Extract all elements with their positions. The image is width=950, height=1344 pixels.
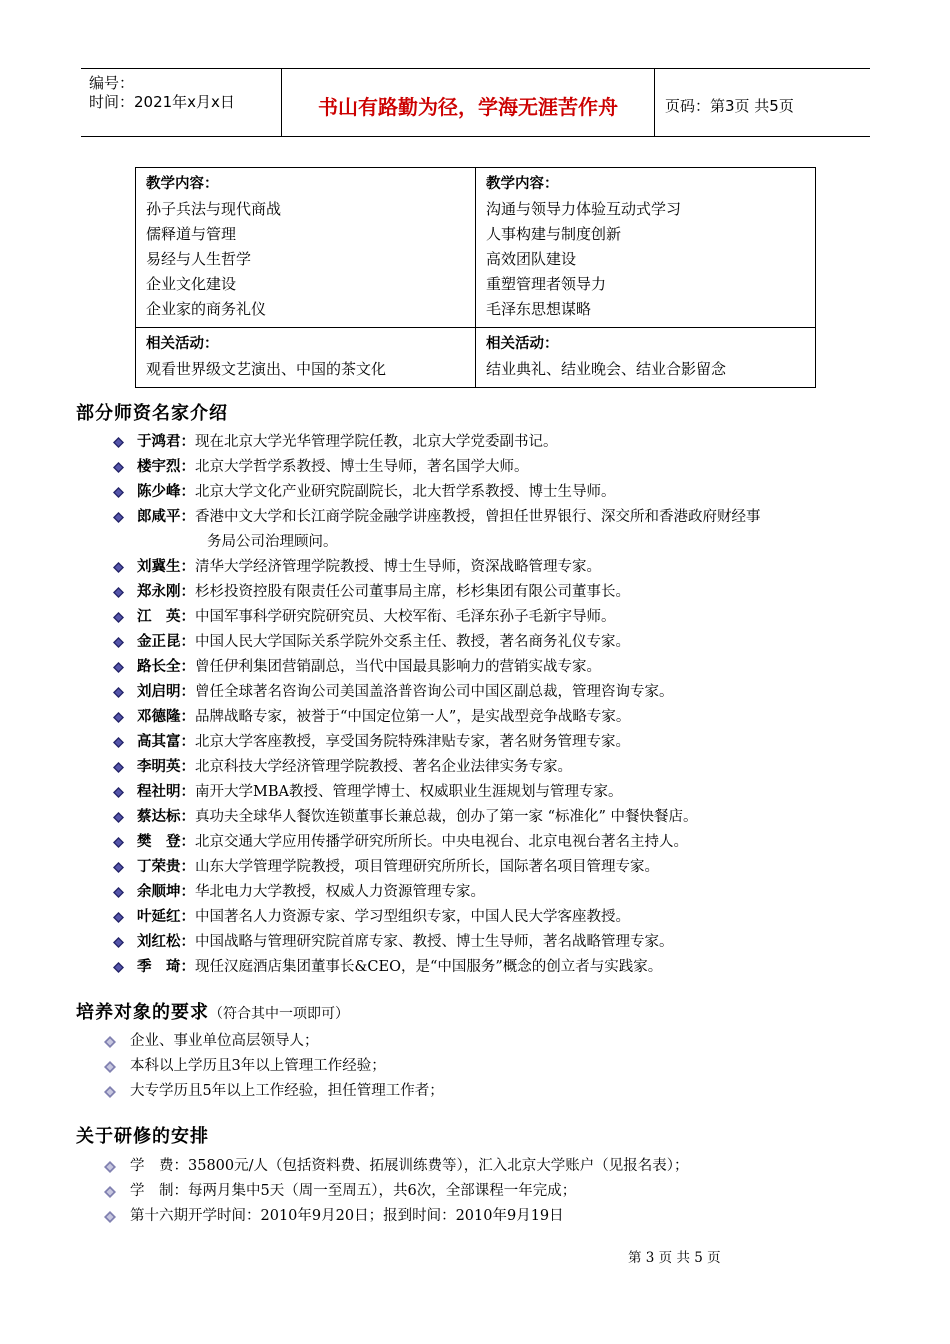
teacher-desc: 现在北京大学光华管理学院任教，北京大学党委副书记。 bbox=[195, 434, 558, 450]
teacher-item bbox=[113, 930, 883, 955]
arrangement-text: 第十六期开学时间：2010年9月20日；报到时间：2010年9月19日 bbox=[130, 1208, 564, 1224]
teacher-desc: 清华大学经济管理学院教授、博士生导师，资深战略管理专家。 bbox=[195, 559, 601, 575]
diamond-bullet-icon bbox=[113, 687, 124, 698]
header-meta bbox=[81, 69, 282, 136]
teacher-name: 楼宇烈： bbox=[137, 459, 195, 475]
content-item: 重塑管理者领导力 bbox=[486, 275, 607, 293]
teacher-name: 江 英： bbox=[137, 609, 195, 625]
number-label: 编号： bbox=[89, 74, 135, 92]
diamond-bullet-icon bbox=[113, 612, 124, 623]
teacher-item bbox=[113, 580, 883, 605]
teacher-desc-continued: 务局公司治理顾问。 bbox=[207, 534, 338, 550]
arrangement-item bbox=[104, 1204, 884, 1229]
arrangement-item bbox=[104, 1154, 884, 1179]
teacher-item bbox=[113, 455, 883, 480]
content-item: 企业家的商务礼仪 bbox=[146, 300, 267, 318]
teacher-item bbox=[113, 730, 883, 755]
requirement-text: 本科以上学历且3年以上管理工作经验； bbox=[130, 1058, 386, 1074]
diamond-bullet-icon bbox=[113, 887, 124, 898]
diamond-bullet-icon bbox=[113, 587, 124, 598]
teacher-item bbox=[113, 680, 883, 705]
teachers-section-title: 部分师资名家介绍 bbox=[76, 403, 228, 424]
teacher-desc: 北京交通大学应用传播学研究所所长。中央电视台、北京电视台著名主持人。 bbox=[195, 834, 688, 850]
arrangement-item bbox=[104, 1179, 884, 1204]
teacher-name: 郎咸平： bbox=[137, 509, 195, 525]
teacher-desc: 山东大学管理学院教授，项目管理研究所所长，国际著名项目管理专家。 bbox=[195, 859, 659, 875]
diamond-bullet-icon bbox=[104, 1086, 116, 1098]
activity-heading: 相关活动： bbox=[146, 336, 219, 352]
diamond-bullet-icon bbox=[104, 1161, 116, 1173]
requirement-text: 企业、事业单位高层领导人； bbox=[130, 1033, 319, 1049]
teacher-item bbox=[113, 755, 883, 780]
diamond-bullet-icon bbox=[113, 937, 124, 948]
time-label: 时间：2021年x月x日 bbox=[89, 93, 235, 111]
teacher-item bbox=[113, 655, 883, 680]
content-item: 易经与人生哲学 bbox=[146, 250, 252, 268]
page-footer: 第 3 页 共 5 页 bbox=[628, 1250, 721, 1266]
course-content-row bbox=[136, 168, 816, 328]
teacher-name: 丁荣贵： bbox=[137, 859, 195, 875]
teacher-item bbox=[113, 830, 883, 855]
diamond-bullet-icon bbox=[113, 787, 124, 798]
teacher-name: 蔡达标： bbox=[137, 809, 195, 825]
teacher-name: 樊 登： bbox=[137, 834, 195, 850]
content-item: 人事构建与制度创新 bbox=[486, 225, 622, 243]
teacher-desc: 北京科技大学经济管理学院教授、著名企业法律实务专家。 bbox=[195, 759, 572, 775]
header-motto bbox=[282, 69, 655, 136]
teacher-name: 刘红松： bbox=[137, 934, 195, 950]
teacher-desc: 北京大学文化产业研究院副院长，北大哲学系教授、博士生导师。 bbox=[195, 484, 616, 500]
teacher-item bbox=[113, 705, 883, 730]
requirement-text: 大专学历且5年以上工作经验，担任管理工作者； bbox=[130, 1083, 444, 1099]
teacher-desc: 北京大学客座教授，享受国务院特殊津贴专家，著名财务管理专家。 bbox=[195, 734, 630, 750]
teacher-desc: 中国军事科学研究院研究员、大校军衔、毛泽东孙子毛新宇导师。 bbox=[195, 609, 616, 625]
page-header bbox=[81, 68, 870, 137]
teacher-desc: 现任汉庭酒店集团董事长&CEO，是“中国服务”概念的创立者与实践家。 bbox=[195, 959, 663, 975]
course-activity-row bbox=[136, 328, 816, 388]
teacher-name: 李明英： bbox=[137, 759, 195, 775]
arrangement-section-title: 关于研修的安排 bbox=[76, 1126, 209, 1147]
content-heading: 教学内容： bbox=[486, 176, 559, 192]
teacher-name: 程社明： bbox=[137, 784, 195, 800]
content-item: 毛泽东思想谋略 bbox=[486, 300, 592, 318]
activity-left bbox=[136, 328, 476, 388]
requirements-list bbox=[104, 1029, 884, 1104]
content-heading: 教学内容： bbox=[146, 176, 219, 192]
teacher-name: 刘冀生： bbox=[137, 559, 195, 575]
diamond-bullet-icon bbox=[113, 862, 124, 873]
teacher-name: 刘启明： bbox=[137, 684, 195, 700]
diamond-bullet-icon bbox=[113, 812, 124, 823]
teacher-item bbox=[113, 430, 883, 455]
teacher-desc: 香港中文大学和长江商学院金融学讲座教授，曾担任世界银行、深交所和香港政府财经事 bbox=[195, 509, 761, 525]
teacher-desc: 中国战略与管理研究院首席专家、教授、博士生导师，著名战略管理专家。 bbox=[195, 934, 674, 950]
course-content-right bbox=[476, 168, 816, 328]
page-info-text: 页码：第3页 共5页 bbox=[665, 97, 794, 115]
teacher-name: 季 琦： bbox=[137, 959, 195, 975]
activity-heading: 相关活动： bbox=[486, 336, 559, 352]
requirement-item bbox=[104, 1079, 884, 1104]
requirements-section-title bbox=[76, 998, 349, 1024]
teacher-desc: 品牌战略专家，被誉于“中国定位第一人”，是实战型竞争战略专家。 bbox=[195, 709, 631, 725]
content-item: 沟通与领导力体验互动式学习 bbox=[486, 200, 682, 218]
teacher-item bbox=[113, 480, 883, 505]
teacher-name: 陈少峰： bbox=[137, 484, 195, 500]
diamond-bullet-icon bbox=[104, 1061, 116, 1073]
diamond-bullet-icon bbox=[113, 437, 124, 448]
diamond-bullet-icon bbox=[113, 512, 124, 523]
teacher-name: 郑永刚： bbox=[137, 584, 195, 600]
content-item: 企业文化建设 bbox=[146, 275, 237, 293]
diamond-bullet-icon bbox=[113, 762, 124, 773]
course-table bbox=[135, 167, 816, 388]
teacher-item bbox=[113, 505, 883, 555]
diamond-bullet-icon bbox=[113, 837, 124, 848]
teacher-name: 于鸿君： bbox=[137, 434, 195, 450]
content-item: 儒释道与管理 bbox=[146, 225, 237, 243]
teacher-item bbox=[113, 880, 883, 905]
requirement-item bbox=[104, 1054, 884, 1079]
requirement-item bbox=[104, 1029, 884, 1054]
activity-right bbox=[476, 328, 816, 388]
diamond-bullet-icon bbox=[113, 737, 124, 748]
teacher-desc: 中国著名人力资源专家、学习型组织专家，中国人民大学客座教授。 bbox=[195, 909, 630, 925]
diamond-bullet-icon bbox=[104, 1036, 116, 1048]
teacher-item bbox=[113, 630, 883, 655]
teacher-desc: 中国人民大学国际关系学院外交系主任、教授，著名商务礼仪专家。 bbox=[195, 634, 630, 650]
diamond-bullet-icon bbox=[113, 462, 124, 473]
diamond-bullet-icon bbox=[113, 912, 124, 923]
diamond-bullet-icon bbox=[113, 562, 124, 573]
teacher-name: 金正昆： bbox=[137, 634, 195, 650]
teacher-item bbox=[113, 905, 883, 930]
teacher-item bbox=[113, 780, 883, 805]
requirements-title: 培养对象的要求 bbox=[76, 1002, 209, 1023]
teacher-item bbox=[113, 805, 883, 830]
teacher-name: 余顺坤： bbox=[137, 884, 195, 900]
diamond-bullet-icon bbox=[104, 1186, 116, 1198]
diamond-bullet-icon bbox=[113, 637, 124, 648]
diamond-bullet-icon bbox=[104, 1211, 116, 1223]
course-content-left bbox=[136, 168, 476, 328]
arrangement-list bbox=[104, 1154, 884, 1229]
teacher-item bbox=[113, 855, 883, 880]
teacher-item bbox=[113, 955, 883, 980]
teacher-desc: 南开大学MBA教授、管理学博士、权威职业生涯规划与管理专家。 bbox=[195, 784, 623, 800]
activity-text: 结业典礼、结业晚会、结业合影留念 bbox=[486, 360, 727, 378]
teacher-desc: 曾任全球著名咨询公司美国盖洛普咨询公司中国区副总裁，管理咨询专家。 bbox=[195, 684, 674, 700]
arrangement-text: 学 费：35800元/人（包括资料费、拓展训练费等），汇入北京大学账户（见报名表）； bbox=[130, 1158, 689, 1174]
teacher-name: 邓德隆： bbox=[137, 709, 195, 725]
activity-text: 观看世界级文艺演出、中国的茶文化 bbox=[146, 360, 387, 378]
content-item: 孙子兵法与现代商战 bbox=[146, 200, 282, 218]
teacher-item bbox=[113, 555, 883, 580]
teacher-name: 高其富： bbox=[137, 734, 195, 750]
teacher-name: 叶延红： bbox=[137, 909, 195, 925]
teacher-desc: 北京大学哲学系教授、博士生导师，著名国学大师。 bbox=[195, 459, 529, 475]
teacher-name: 路长全： bbox=[137, 659, 195, 675]
diamond-bullet-icon bbox=[113, 712, 124, 723]
teacher-desc: 曾任伊利集团营销副总，当代中国最具影响力的营销实战专家。 bbox=[195, 659, 601, 675]
teacher-desc: 真功夫全球华人餐饮连锁董事长兼总裁，创办了第一家 “标准化” 中餐快餐店。 bbox=[195, 809, 698, 825]
teacher-item bbox=[113, 605, 883, 630]
arrangement-text: 学 制：每两月集中5天（周一至周五），共6次，全部课程一年完成； bbox=[130, 1183, 577, 1199]
header-page-info bbox=[655, 69, 870, 136]
teacher-list bbox=[113, 430, 883, 980]
diamond-bullet-icon bbox=[113, 662, 124, 673]
requirements-note: （符合其中一项即可） bbox=[209, 1006, 349, 1022]
teacher-desc: 杉杉投资控股有限责任公司董事局主席，杉杉集团有限公司董事长。 bbox=[195, 584, 630, 600]
motto-text: 书山有路勤为径，学海无涯苦作舟 bbox=[318, 95, 618, 119]
teacher-desc: 华北电力大学教授，权威人力资源管理专家。 bbox=[195, 884, 485, 900]
diamond-bullet-icon bbox=[113, 487, 124, 498]
content-item: 高效团队建设 bbox=[486, 250, 577, 268]
diamond-bullet-icon bbox=[113, 962, 124, 973]
